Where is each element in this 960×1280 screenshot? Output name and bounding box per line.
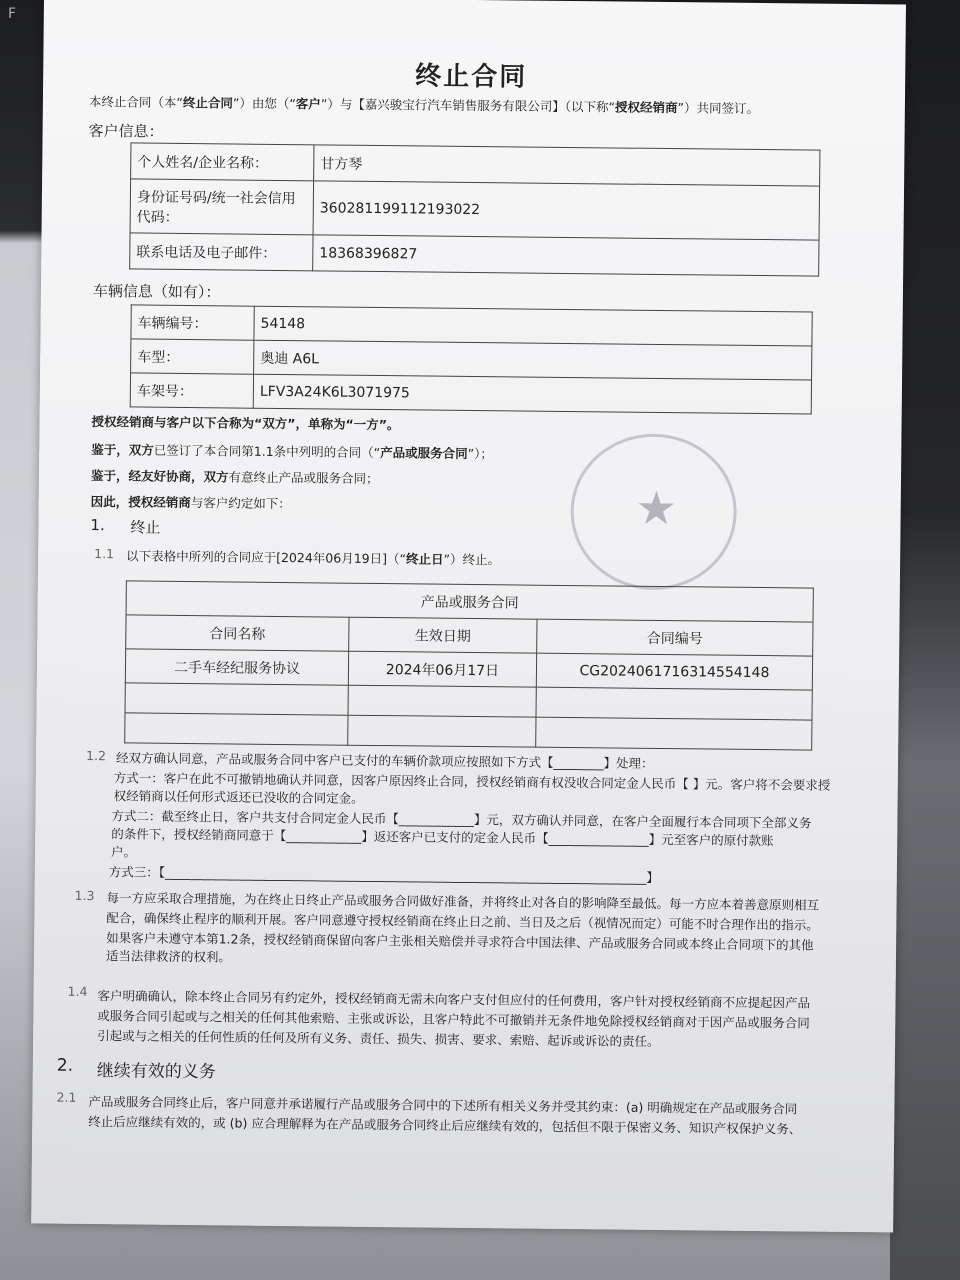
whereas-2-paragraph: 鉴于，经友好协商，双方有意终止产品或服务合同； [90,468,379,487]
clause-2-1-line-2: 终止后应继续有效的，或 (b) 应合理解释为在产品或服务合同终止后应继续有效的，包括但不限于保密义务、知识产权保护义务、 [88,1114,802,1137]
customer-label: 身份证号码/统一社会信用代码： [130,179,314,235]
therefore-paragraph: 因此，授权经销商与客户约定如下： [90,494,291,512]
customer-name-value: 甘方琴 [314,145,820,186]
customer-id-value: 360281199112193022 [313,181,820,240]
clause-1-2-number: 1.2 [85,747,107,764]
clause-2-1-line-1: 产品或服务合同终止后，客户同意并承诺履行产品或服务合同中的下述所有相关义务并受其约束：(a) 明确规定在产品或服务合同 [88,1094,798,1117]
clause-1-2-method-2-line-3: 户。 [110,844,137,860]
customer-info-heading: 客户信息： [88,121,164,141]
vehicle-model-value: 奥迪 A6L [254,340,812,380]
vehicle-label: 车型： [131,339,254,374]
intro-paragraph: 本终止合同（本“终止合同”）由您（“客户”）与【嘉兴骏宝行汽车销售服务有限公司】（以下称“授权经销商”）共同签订。 [88,93,760,116]
customer-info-table [129,142,820,276]
contract-paper [31,0,906,1232]
table-cell [125,713,348,745]
column-header: 合同名称 [126,615,349,651]
customer-label: 联系电话及电子邮件： [130,233,313,271]
table-cell: CG2024061716314554148 [536,653,812,690]
clause-1-1-text: 以下表格中所列的合同应于[2024年06月19日]（“终止日”）终止。 [126,548,501,568]
customer-label: 个人姓名/企业名称： [131,143,314,181]
clause-1-4-line-1: 客户明确确认，除本终止合同另有约定外，授权经销商无需未向客户支付但应付的任何费用，客户针对授权经销商不应提起因产品 [97,988,811,1011]
clause-1-3-line-4: 适当法律救济的权利。 [105,948,232,965]
table-row [130,179,820,240]
contract-table [124,580,814,750]
table-cell [536,687,812,720]
clause-1-1-number: 1.1 [94,546,115,562]
section-1-title: 终止 [130,518,161,537]
document-title: 终止合同 [415,61,528,93]
column-header: 生效日期 [349,617,537,653]
vehicle-number-value: 54148 [254,306,812,346]
column-header: 合同编号 [537,619,813,656]
section-1-number: 1. [90,516,105,535]
table-cell [125,683,348,715]
company-seal [570,433,738,591]
parties-paragraph: 授权经销商与客户以下合称为“双方”，单称为“一方”。 [91,414,400,433]
clause-1-3-number: 1.3 [74,887,95,904]
vehicle-vin-value: LFV3A24K6L3071975 [253,374,811,414]
contract-table-caption: 产品或服务合同 [126,581,813,622]
table-row [130,233,819,276]
clause-1-4-line-3: 引起或与之相关的任何性质的任何及所有义务、责任、损失、损害、要求、索赔、起诉或诉讼的责任。 [97,1028,660,1049]
table-cell [348,685,536,717]
table-cell [348,715,536,747]
table-row [125,713,812,750]
table-cell [536,717,812,750]
table-cell: 2024年06月17日 [348,651,536,687]
whereas-1-paragraph: 鉴于，双方已签订了本合同第1.1条中列明的合同（“产品或服务合同”）； [91,442,493,462]
clause-1-4-number: 1.4 [67,983,88,999]
clause-1-4-line-2: 或服务合同引起或与之相关的任何其他索赔、主张或诉讼，且客户特此不可撤销并无条件地免除授权经销商对于因产品或服务合同 [97,1008,810,1031]
clause-1-2-text: 经双方确认同意，产品或服务合同中客户已支付的车辆价款项应按照如下方式【________】处理： [115,750,654,771]
clause-1-2-method-2-line-1: 方式二：截至终止日，客户共支付合同定金人民币【____________】元，双方确认并同意，在客户全面履行本合同项下全部义务 [111,808,812,831]
clause-1-2-method-1-line-2: 权经销商以任何形式返还已没收的合同定金。 [113,788,364,806]
clause-2-1-number: 2.1 [56,1089,77,1105]
star-icon: ★ [635,480,678,536]
table-cell: 二手车经纪服务协议 [125,649,348,685]
customer-phone-value: 18368396827 [313,235,819,276]
clause-1-3-line-2: 配合，确保终止程序的顺利开展。客户同意遵守授权经销商在终止日之前、当日及之后（视情况而定）可能不时合理作出的指示。 [106,910,819,933]
clause-1-2-method-1-line-1: 方式一：客户在此不可撤销地确认并同意，因客户原因终止合同，授权经销商有权没收合同定金人民币【 】元。客户将不会要求授 [113,770,831,793]
vehicle-label: 车架号： [130,373,253,408]
clause-1-3-line-1: 每一方应采取合理措施，为在终止日终止产品或服务合同做好准备，并将终止对各自的影响降至最低。每一方应本着善意原则相互 [106,890,820,913]
table-row [130,373,811,414]
section-2-number: 2. [56,1055,74,1076]
clause-1-2-method-3: 方式三：【_____________________________________________________________________________】 [108,864,659,885]
clause-1-3-line-3: 如果客户未遵守本第1.2条，授权经销商保留向客户主张相关赔偿并寻求符合中国法律、产品或服务合同或本终止合同项下的其他 [106,930,814,953]
vehicle-info-heading: 车辆信息（如有）： [92,282,221,302]
vehicle-label: 车辆编号： [131,305,254,340]
vehicle-info-table [130,304,813,414]
section-2-title: 继续有效的义务 [96,1061,216,1083]
clause-1-2-method-2-line-2: 的条件下，授权经销商同意于【____________】返还客户已支付的定金人民币【________________】元至客户的原付款账 [111,826,774,849]
corner-label: F [8,6,17,22]
